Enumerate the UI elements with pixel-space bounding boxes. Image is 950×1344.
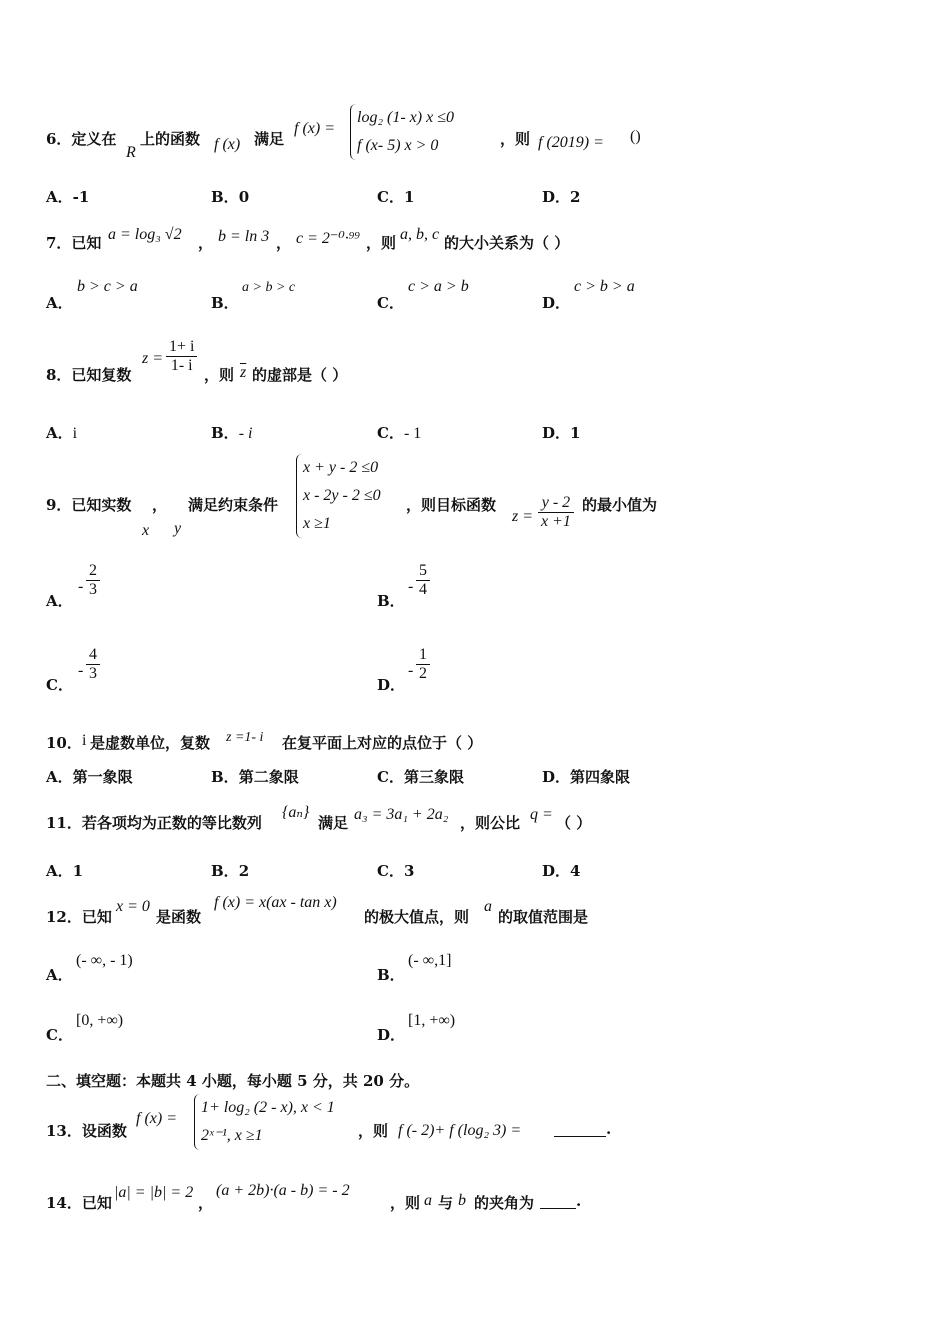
q10-z: z =1- i [226, 730, 264, 745]
q8-option-d[interactable]: D．1 [542, 424, 581, 442]
q7-a: a = log₃ √2 [108, 226, 182, 243]
q9-option-a-sign: - [78, 578, 84, 595]
q13-case1: 1+ log₂ (2 - x), x < 1 [201, 1099, 335, 1116]
q12-options [46, 952, 746, 1042]
q11-q: q = [530, 806, 553, 823]
q7-option-d[interactable]: c > b > a [574, 278, 635, 295]
q8-denominator: 1- i [170, 357, 193, 374]
q10-i: i [82, 732, 87, 749]
q13-expr: f (- 2)+ f (log₂ 3) = [398, 1122, 522, 1139]
q9-option-c-frac[interactable]: $\frac{4}{3}$ [86, 646, 100, 683]
q12-option-b-label[interactable]: B． [377, 966, 405, 984]
q9-options [46, 562, 746, 702]
q11-eq: a₃ = 3a₁ + 2a₂ [354, 806, 449, 823]
q9-stem-prefix: 9．已知实数 [46, 496, 132, 514]
q9-option-a-frac[interactable]: $\frac{2}{3}$ [86, 562, 100, 599]
q7-b: b = ln 3 [218, 228, 270, 245]
q12-option-b[interactable]: (- ∞,1] [408, 952, 452, 969]
q7-option-a-label[interactable]: A． [46, 294, 73, 312]
q9-option-d-sign: - [408, 662, 414, 679]
q7-option-c-label[interactable]: C． [377, 294, 404, 312]
q13-case2: 2ˣ⁻¹, x ≥1 [201, 1127, 263, 1144]
q7-option-b-label[interactable]: B． [211, 294, 239, 312]
q10-option-a[interactable]: A．第一象限 [46, 768, 133, 786]
q14-with: 与 [438, 1194, 454, 1212]
q7-option-d-label[interactable]: D． [542, 294, 571, 312]
q9-option-c-sign: - [78, 662, 84, 679]
q8-stem-prefix: 8．已知复数 [46, 366, 132, 384]
q12-option-a[interactable]: (- ∞, - 1) [76, 952, 133, 969]
q7-option-b[interactable]: a > b > c [242, 280, 296, 295]
q9-option-b-frac[interactable]: $\frac{5}{4}$ [416, 562, 430, 599]
q13-stem-prefix: 13．设函数 [46, 1122, 127, 1140]
q8-option-a[interactable]: A．i [46, 424, 78, 442]
q6-then: ，则 [500, 130, 531, 148]
q10-option-c[interactable]: C．第三象限 [377, 768, 464, 786]
q9-option-b-sign: - [408, 578, 414, 595]
q11-then: ，则公比 [460, 814, 521, 832]
q9-option-d-label[interactable]: D． [377, 676, 406, 694]
q14-end: . [576, 1192, 582, 1210]
q10-stem-mid: 是虚数单位，复数 [90, 734, 211, 752]
q7-stem-suffix: 的大小关系为（ ） [444, 234, 570, 252]
q9-numerator: y - 2 [538, 494, 574, 513]
q9-option-b-label[interactable]: B． [377, 592, 405, 610]
q10-option-d[interactable]: D．第四象限 [542, 768, 631, 786]
q6-option-c[interactable]: C．1 [377, 188, 415, 206]
q14-stem-prefix: 14．已知 [46, 1194, 112, 1212]
section-2-heading: 二、填空题：本题共 4 小题，每小题 5 分，共 20 分。 [46, 1072, 420, 1090]
q9-constraint-1: x + y - 2 ≤0 [303, 459, 379, 476]
q12-f: f (x) = x(ax - tan x) [214, 894, 337, 911]
q9-y: y [174, 520, 182, 537]
q9-constraint-2: x - 2y - 2 ≤0 [303, 487, 381, 504]
q11-option-d[interactable]: D．4 [542, 862, 581, 880]
q6-case2: f (x- 5) x > 0 [357, 137, 439, 154]
q14-comma: ， [198, 1194, 214, 1212]
q6-satisfy: 满足 [254, 130, 285, 148]
q6-option-a[interactable]: A．-1 [46, 188, 90, 206]
q9-stem-suffix: 的最小值为 [582, 496, 658, 514]
q6-fx: f (x) [214, 136, 241, 153]
q8-fraction [166, 338, 197, 375]
q12-option-a-label[interactable]: A． [46, 966, 73, 984]
q9-fraction [538, 494, 574, 531]
q9-option-d-frac[interactable]: $\frac{1}{2}$ [416, 646, 430, 683]
q8-option-c[interactable]: C．- 1 [377, 424, 422, 442]
q13-answer-blank[interactable] [554, 1124, 606, 1137]
q12-stem-mid: 的极大值点，则 [364, 908, 470, 926]
q11-satisfy: 满足 [318, 814, 349, 832]
q8-numerator: 1+ i [166, 338, 197, 357]
q9-constraint-3: x ≥1 [303, 515, 331, 532]
q12-option-c-label[interactable]: C． [46, 1026, 73, 1044]
q9-denominator: x +1 [541, 513, 571, 530]
q8-option-b[interactable]: B．- i [211, 424, 253, 442]
q6-paren: () [630, 128, 641, 145]
q12-a: a [484, 898, 492, 915]
q13-f-def: f (x) = [136, 1110, 177, 1127]
q6-f-def: f (x) = [294, 120, 335, 137]
q14-answer-blank[interactable] [540, 1194, 576, 1209]
q12-option-c[interactable]: [0, +∞) [76, 1012, 124, 1029]
q7-c: c = 2⁻⁰·⁹⁹ [296, 230, 360, 247]
q7-stem-prefix: 7．已知 [46, 234, 102, 252]
q12-stem-suffix: 的取值范围是 [498, 908, 589, 926]
q9-comma: ， [152, 496, 168, 514]
q14-stem-suffix: 的夹角为 [474, 1194, 535, 1212]
q6-option-d[interactable]: D．2 [542, 188, 581, 206]
q7-option-c[interactable]: c > a > b [408, 278, 469, 295]
q12-stem-prefix: 12．已知 [46, 908, 112, 926]
q13-piecewise [194, 1094, 369, 1150]
q7-then: ，则 [366, 234, 397, 252]
q8-stem-suffix: 的虚部是（ ） [252, 366, 348, 384]
q13-then: ，则 [358, 1122, 389, 1140]
q8-z-eq: z = [142, 350, 164, 367]
q6-stem-mid: 上的函数 [140, 130, 201, 148]
q9-option-c-label[interactable]: C． [46, 676, 73, 694]
q11-stem-suffix: （ ） [556, 814, 592, 832]
q7-abc: a, b, c [400, 226, 440, 243]
q8-zbar: $\overline{z}$ [240, 364, 247, 381]
q7-comma1: ， [198, 234, 214, 252]
q11-stem-prefix: 11．若各项均为正数的等比数列 [46, 814, 262, 832]
q9-stem-mid: 满足约束条件 [188, 496, 279, 514]
q11-option-b[interactable]: B．2 [211, 862, 250, 880]
q9-then: ，则目标函数 [406, 496, 497, 514]
q10-stem-prefix: 10． [46, 734, 82, 752]
q6-option-b[interactable]: B．0 [211, 188, 250, 206]
q9-constraints [296, 454, 411, 538]
q9-z-eq: z = [512, 508, 534, 525]
q14-cond1: |a| = |b| = 2 [114, 1184, 194, 1201]
q9-x: x [142, 522, 150, 539]
q14-cond2: (a + 2b)·(a - b) = - 2 [216, 1182, 350, 1199]
q9-option-a-label[interactable]: A． [46, 592, 73, 610]
q6-piecewise [350, 104, 505, 160]
q14-then: ，则 [390, 1194, 421, 1212]
q6-stem-prefix: 6．定义在 [46, 130, 117, 148]
q10-option-b[interactable]: B．第二象限 [211, 768, 299, 786]
q12-is-fn: 是函数 [156, 908, 202, 926]
q8-then: ，则 [204, 366, 235, 384]
q11-option-c[interactable]: C．3 [377, 862, 415, 880]
q14-a: a [424, 1192, 432, 1209]
q10-stem-suffix: 在复平面上对应的点位于（ ） [282, 734, 483, 752]
q12-x0: x = 0 [116, 898, 150, 915]
q12-option-d-label[interactable]: D． [377, 1026, 406, 1044]
q12-option-d[interactable]: [1, +∞) [408, 1012, 456, 1029]
q6-case1: log₂ (1- x) x ≤0 [357, 109, 454, 126]
q14-b: b [458, 1192, 466, 1209]
q7-option-a[interactable]: b > c > a [77, 278, 138, 295]
q7-comma2: ， [276, 234, 292, 252]
q11-option-a[interactable]: A．1 [46, 862, 84, 880]
q13-end: . [606, 1120, 612, 1138]
q6-f2019: f (2019) = [538, 134, 604, 151]
q6-R: R [126, 144, 136, 161]
q11-an: {aₙ} [282, 804, 310, 821]
